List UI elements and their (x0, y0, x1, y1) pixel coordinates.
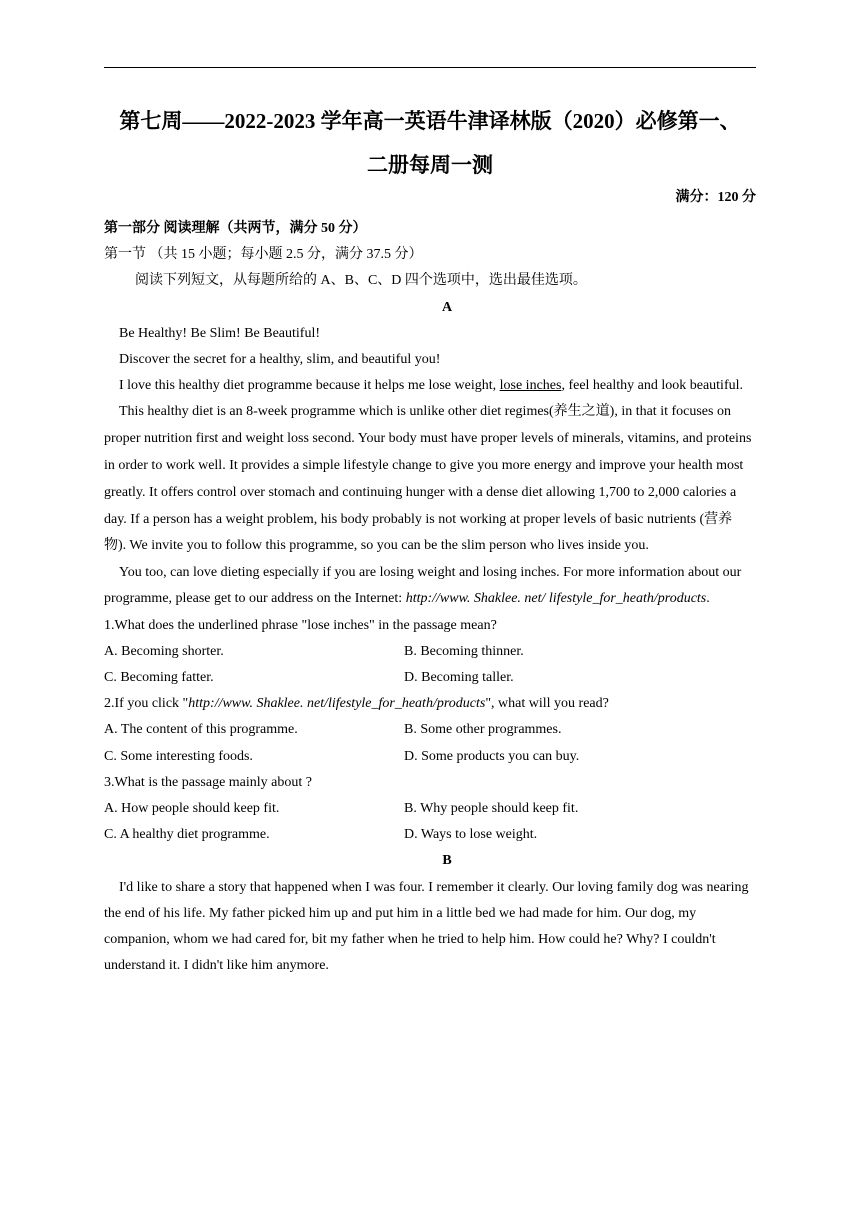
question-3-options-row1 (104, 796, 764, 822)
passage-b-label: B (442, 853, 452, 869)
part1-heading: 第一部分 阅读理解（共两节，满分 50 分） (104, 221, 367, 236)
q1-option-c: C. Becoming fatter. (104, 670, 214, 686)
question-2-options-row1 (104, 717, 764, 743)
p3-text-before: I love this healthy diet programme because it helps me lose weight, (119, 378, 500, 394)
passage-a-line1: Be Healthy! Be Slim! Be Beautiful! (119, 325, 321, 341)
q3-option-c: C. A healthy diet programme. (104, 827, 270, 843)
q1-option-b: B. Becoming thinner. (404, 643, 524, 659)
q2-option-c: C. Some interesting foods. (104, 748, 253, 764)
question-3-stem: 3.What is the passage mainly about ? (104, 774, 312, 790)
q2-option-a: A. The content of this programme. (104, 722, 298, 738)
q1-option-a: A. Becoming shorter. (104, 643, 224, 659)
q3-option-d: D. Ways to lose weight. (404, 827, 538, 843)
title-line-1: 第七周——2022-2023 学年高一英语牛津译林版（2020）必修第一、 (119, 109, 741, 133)
q2-stem-before: 2.If you click " (104, 696, 189, 712)
passage-a-paragraph3 (104, 373, 744, 399)
q1-option-d: D. Becoming taller. (404, 670, 514, 686)
instruction: 阅读下列短文，从每题所给的 A、B、C、D 四个选项中，选出最佳选项。 (135, 273, 587, 289)
question-1-stem: 1.What does the underlined phrase "lose inches" in the passage mean? (104, 617, 497, 633)
question-3-options-row2 (104, 822, 764, 848)
document-body (104, 216, 764, 979)
q2-option-d: D. Some products you can buy. (404, 748, 580, 764)
passage-b-paragraph1: I'd like to share a story that happened when I was four. I remember it clearly. Our loving family dog was nearing the end of his life. My father picked him up and put him in a little bed we had made for him. Our dog, my companion, whom we had cared for, bit my father when he tried to help him. How could he? Why? I couldn't understand it. I didn't like him anymore. (104, 879, 749, 974)
passage-a-line2: Discover the secret for a healthy, slim, and beautiful you! (119, 352, 441, 368)
question-1-options-row1 (104, 639, 764, 665)
q2-stem-url: http://www. Shaklee. net/lifestyle_for_heath/products (188, 696, 486, 712)
question-1-options-row2 (104, 665, 764, 691)
full-score: 满分：120 分 (675, 190, 756, 205)
passage-a-label: A (441, 299, 453, 315)
p5-text-after: . (706, 591, 710, 607)
section1-heading: 第一节 （共 15 小题；每小题 2.5 分，满分 37.5 分） (104, 247, 423, 263)
header-rule (104, 67, 756, 68)
underlined-phrase: lose inches (499, 378, 562, 394)
document-title (104, 99, 756, 187)
q2-option-b: B. Some other programmes. (404, 722, 562, 738)
p3-text-after: , feel healthy and look beautiful. (561, 378, 744, 394)
question-2-options-row2 (104, 744, 764, 770)
q3-option-b: B. Why people should keep fit. (404, 801, 579, 817)
question-2-stem (104, 691, 764, 717)
programme-url: http://www. Shaklee. net/ lifestyle_for_heath/products (405, 591, 707, 607)
passage-a-paragraph4: This healthy diet is an 8-week programme which is unlike other diet regimes(养生之道), in that it focuses on proper nutrition first and weight loss second. Your body must have proper levels of minerals, vitamins, and proteins in order to work well. It provides a simple lifestyle change to give you more energy and improve your health most greatly. It offers control over stomach and continuing hunger with a dense diet allowing 1,700 to 2,000 calories a day. If a person has a weight problem, his body probably is not working at proper levels of basic nutrients (营养物). We invite you to follow this programme, so you can be the slim person who lives inside you. (104, 404, 752, 554)
passage-a-paragraph5 (104, 560, 754, 612)
q2-stem-after: ", what will you read? (485, 696, 609, 712)
q3-option-a: A. How people should keep fit. (104, 801, 280, 817)
p5-text-before: You too, can love dieting especially if you are losing weight and losing inches. For more information about our programme, please get to our address on the Internet: (104, 565, 742, 607)
title-line-2: 二册每周一测 (367, 153, 493, 177)
